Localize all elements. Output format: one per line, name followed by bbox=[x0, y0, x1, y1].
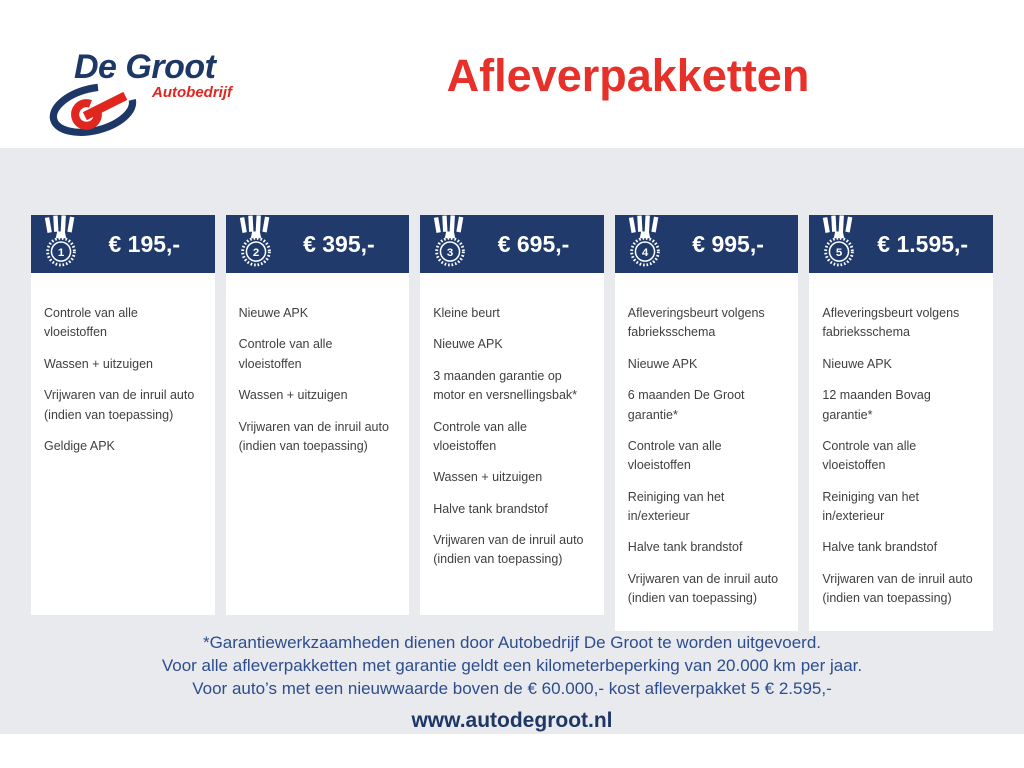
package-item: Reiniging van het in/exterieur bbox=[627, 489, 725, 523]
package-header bbox=[420, 215, 604, 273]
medal-icon bbox=[429, 215, 471, 271]
package-number: 2 bbox=[252, 246, 259, 259]
package-header bbox=[615, 215, 799, 273]
packages-row bbox=[31, 215, 993, 615]
package-price: € 195,- bbox=[108, 230, 181, 257]
package-item: Controle van alle vloeistoffen bbox=[822, 438, 917, 473]
package-item: Afleveringsbeurt volgens fabrieksschema bbox=[822, 306, 960, 340]
package-card bbox=[809, 215, 993, 615]
package-price: € 395,- bbox=[303, 230, 375, 257]
package-item: Nieuwe APK bbox=[627, 356, 698, 371]
package-item: Nieuwe APK bbox=[238, 306, 309, 320]
package-item: Nieuwe APK bbox=[822, 356, 892, 371]
package-item: Afleveringsbeurt volgens fabrieksschema bbox=[627, 306, 765, 340]
page-header bbox=[0, 0, 1024, 148]
brand-name: De Groot bbox=[74, 48, 216, 86]
package-item: Nieuwe APK bbox=[433, 337, 503, 352]
package-item: Halve tank brandstof bbox=[627, 540, 743, 555]
medal-icon bbox=[40, 215, 82, 271]
package-item: Vrijwaren van de inruil auto (indien van toepassing) bbox=[627, 571, 779, 606]
package-item: Halve tank brandstof bbox=[822, 540, 938, 555]
package-item: Vrijwaren van de inruil auto (indien van toepassing) bbox=[238, 419, 389, 453]
package-header bbox=[809, 215, 993, 273]
package-card bbox=[420, 215, 604, 615]
package-number: 1 bbox=[57, 246, 65, 259]
package-item: Halve tank brandstof bbox=[433, 501, 548, 516]
page-title: Afleverpakketten bbox=[446, 50, 810, 101]
package-card bbox=[226, 215, 410, 615]
package-items bbox=[809, 273, 993, 631]
package-item: Controle van alle vloeistoffen bbox=[627, 438, 722, 473]
package-items bbox=[420, 273, 604, 615]
package-item: 6 maanden De Groot garantie* bbox=[627, 388, 745, 422]
package-item: Controle van alle vloeistoffen bbox=[433, 419, 527, 453]
package-items bbox=[615, 273, 799, 631]
medal-icon bbox=[235, 215, 277, 271]
package-card bbox=[31, 215, 215, 615]
package-items bbox=[226, 273, 410, 615]
package-item: Wassen + uitzuigen bbox=[433, 470, 543, 485]
package-item: 3 maanden garantie op motor en versnellingsbak* bbox=[433, 368, 578, 403]
package-item: Wassen + uitzuigen bbox=[238, 388, 348, 403]
package-price: € 1.595,- bbox=[877, 230, 969, 257]
package-item: Controle van alle vloeistoffen bbox=[44, 306, 138, 340]
package-items bbox=[31, 273, 215, 615]
package-number: 4 bbox=[641, 246, 648, 259]
footnote-line: *Garantiewerkzaamheden dienen door Autobedrijf De Groot te worden uitgevoerd. bbox=[202, 633, 822, 652]
package-item: Vrijwaren van de inruil auto (indien van toepassing) bbox=[433, 533, 584, 567]
content-band bbox=[0, 148, 1024, 734]
package-item: Geldige APK bbox=[44, 438, 115, 453]
package-header bbox=[226, 215, 410, 273]
package-price: € 995,- bbox=[692, 230, 764, 257]
package-item: 12 maanden Bovag garantie* bbox=[822, 388, 931, 422]
package-item: Vrijwaren van de inruil auto (indien van toepassing) bbox=[822, 571, 973, 606]
package-item: Reiniging van het in/exterieur bbox=[822, 489, 919, 523]
package-number: 3 bbox=[447, 246, 454, 259]
package-item: Vrijwaren van de inruil auto (indien van toepassing) bbox=[44, 388, 195, 422]
brand-subtitle: Autobedrijf bbox=[152, 84, 232, 101]
package-item: Wassen + uitzuigen bbox=[44, 356, 153, 371]
package-number: 5 bbox=[836, 246, 843, 259]
brand-logo bbox=[36, 48, 232, 142]
logo-text bbox=[74, 48, 232, 101]
package-price: € 695,- bbox=[497, 230, 570, 257]
footnotes bbox=[31, 631, 993, 700]
medal-icon bbox=[624, 215, 666, 271]
footnote-line: Voor alle afleverpakketten met garantie geldt een kilometerbeperking van 20.000 km per jaar. bbox=[161, 656, 863, 675]
medal-icon bbox=[818, 215, 860, 271]
package-header bbox=[31, 215, 215, 273]
website-link[interactable]: www.autodegroot.nl bbox=[411, 709, 613, 732]
package-item: Controle van alle vloeistoffen bbox=[238, 337, 333, 371]
footnote-line: Voor auto’s met een nieuwwaarde boven de € 60.000,- kost afleverpakket 5 € 2.595,- bbox=[192, 679, 832, 698]
package-card bbox=[615, 215, 799, 615]
package-item: Kleine beurt bbox=[433, 306, 500, 320]
